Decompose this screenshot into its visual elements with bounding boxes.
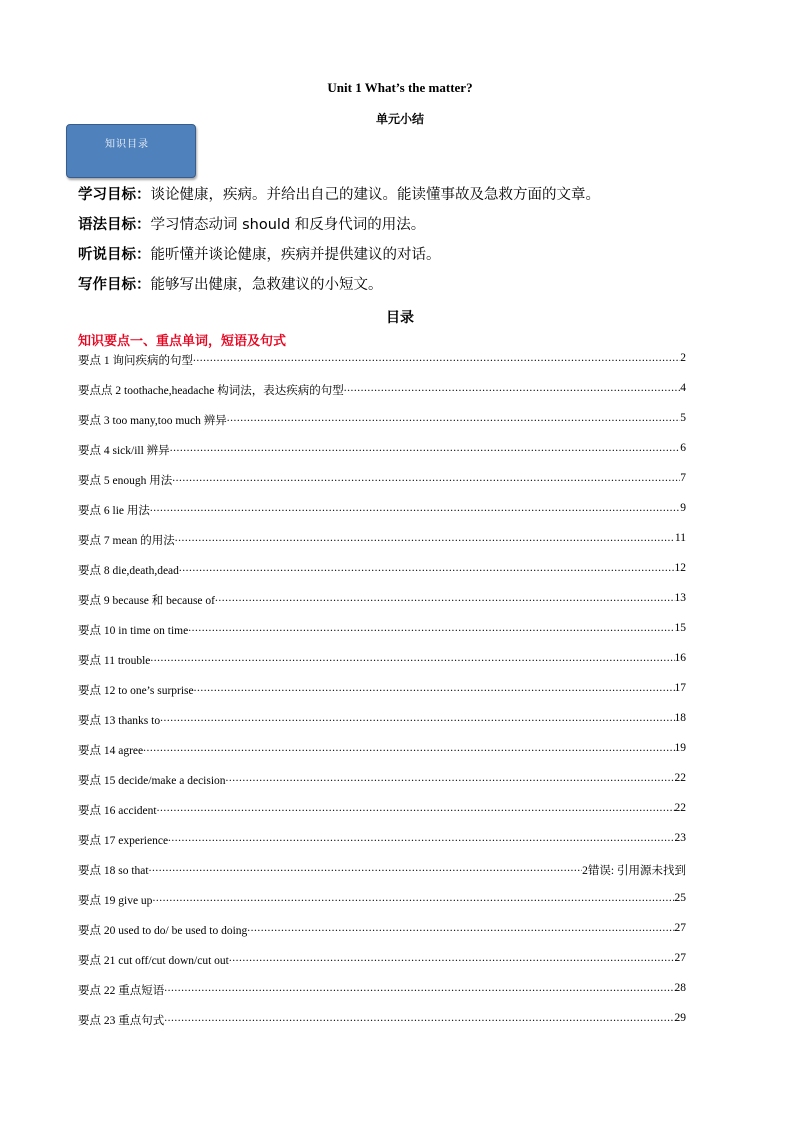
toc-item[interactable] <box>78 382 686 412</box>
toc-item-page: 15 <box>674 622 686 634</box>
toc-item-title: 要点 19 give up <box>78 895 153 907</box>
toc-item-page: 22 <box>674 772 686 784</box>
toc-item-page: 23 <box>674 832 686 844</box>
toc-leader-dots <box>160 712 674 724</box>
toc-item-title: 要点 20 used to do/ be used to doing <box>78 925 248 937</box>
goal-text: 谈论健康，疾病。并给出自己的建议。能读懂事故及急救方面的文章。 <box>150 187 600 203</box>
toc-item-title: 要点 12 to one’s surprise <box>78 685 194 697</box>
toc-item-page: 7 <box>680 472 686 484</box>
toc-item-title: 要点 9 because 和 because of <box>78 595 215 607</box>
toc-item-page: 19 <box>674 742 686 754</box>
toc-item-page: 22 <box>674 802 686 814</box>
toc-leader-dots <box>215 592 675 604</box>
toc-item-page: 2错误: 引用源未找到 <box>582 865 686 877</box>
toc-leader-dots <box>150 652 674 664</box>
toc-leader-dots <box>168 832 674 844</box>
knowledge-catalog-box <box>66 124 196 178</box>
toc-item-title: 要点 22 重点短语 <box>78 985 165 997</box>
toc-item-page: 4 <box>680 382 686 394</box>
toc-leader-dots <box>247 922 674 934</box>
toc-item-page: 17 <box>674 682 686 694</box>
toc-item-title: 要点 17 experience <box>78 835 169 847</box>
toc-item-page: 13 <box>674 592 686 604</box>
toc-item-page: 27 <box>674 952 686 964</box>
toc-leader-dots <box>152 892 674 904</box>
toc-item[interactable] <box>78 922 686 952</box>
toc-item-title: 要点 14 agree <box>78 745 144 757</box>
toc-item-title: 要点 15 decide/make a decision <box>78 775 226 787</box>
toc-item-page: 29 <box>674 1012 686 1024</box>
learning-goals <box>78 180 738 300</box>
page-subtitle: 单元小结 <box>375 112 424 126</box>
toc-leader-dots <box>170 442 681 454</box>
toc-item[interactable] <box>78 592 686 622</box>
toc-item-title: 要点 8 die,death,dead <box>78 565 179 577</box>
toc-leader-dots <box>175 532 675 544</box>
toc-leader-dots <box>194 682 675 694</box>
toc-item[interactable] <box>78 1012 686 1042</box>
toc-heading: 目录 <box>386 310 414 326</box>
toc-item[interactable] <box>78 832 686 862</box>
toc-item-page: 9 <box>680 502 686 514</box>
toc-item-page: 25 <box>674 892 686 904</box>
toc-item-page: 12 <box>674 562 686 574</box>
toc-leader-dots <box>150 502 680 514</box>
toc-item-page: 28 <box>674 982 686 994</box>
toc-item[interactable] <box>78 622 686 652</box>
toc-item[interactable] <box>78 802 686 832</box>
goal-label: 写作目标： <box>78 277 151 293</box>
goal-listening <box>78 240 738 270</box>
toc-item-title: 要点点 2 toothache,headache 构词法，表达疾病的句型 <box>78 385 344 397</box>
toc-item-title: 要点 11 trouble <box>78 655 151 667</box>
toc-item-title: 要点 23 重点句式 <box>78 1015 165 1027</box>
toc-leader-dots <box>188 622 674 634</box>
goal-study <box>78 180 738 210</box>
toc-item[interactable] <box>78 712 686 742</box>
toc-leader-dots <box>143 742 674 754</box>
toc-leader-dots <box>344 382 681 394</box>
toc-leader-dots <box>179 562 675 574</box>
toc-item-title: 要点 6 lie 用法 <box>78 505 150 517</box>
toc-item-title: 要点 7 mean 的用法 <box>78 535 175 547</box>
toc-item[interactable] <box>78 442 686 472</box>
knowledge-catalog-label: 知识目录 <box>105 139 149 150</box>
toc-leader-dots <box>227 412 681 424</box>
goal-text: 学习情态动词 should 和反身代词的用法。 <box>150 217 426 233</box>
toc-item[interactable] <box>78 352 686 382</box>
goal-writing <box>78 270 738 300</box>
toc-item-title: 要点 5 enough 用法 <box>78 475 173 487</box>
toc-leader-dots <box>164 1012 674 1024</box>
toc-item-title: 要点 10 in time on time <box>78 625 189 637</box>
toc-item[interactable] <box>78 742 686 772</box>
toc-item-page: 16 <box>674 652 686 664</box>
toc-item-page: 5 <box>680 412 686 424</box>
toc-leader-dots <box>226 772 675 784</box>
toc-leader-dots <box>164 982 674 994</box>
toc-leader-dots <box>193 352 680 364</box>
toc-item-title: 要点 1 询问疾病的句型 <box>78 355 193 367</box>
toc-leader-dots <box>157 802 675 814</box>
toc-item[interactable] <box>78 862 686 892</box>
goal-text: 能够写出健康，急救建议的小短文。 <box>150 277 383 293</box>
goal-text: 能听懂并谈论健康，疾病并提供建议的对话。 <box>150 247 441 263</box>
toc-leader-dots <box>149 862 583 874</box>
toc-item-title: 要点 3 too many,too much 辨异 <box>78 415 227 427</box>
toc-leader-dots <box>229 952 675 964</box>
toc-item-page: 2 <box>680 352 686 364</box>
toc-leader-dots <box>172 472 680 484</box>
section-heading: 知识要点一、重点单词，短语及句式 <box>78 334 287 349</box>
toc-item[interactable] <box>78 412 686 442</box>
toc-item[interactable] <box>78 892 686 922</box>
toc-item[interactable] <box>78 472 686 502</box>
toc-item[interactable] <box>78 772 686 802</box>
toc-item-page: 18 <box>674 712 686 724</box>
toc-item-page: 6 <box>680 442 686 454</box>
toc-item-page: 27 <box>674 922 686 934</box>
toc-item[interactable] <box>78 562 686 592</box>
toc-item[interactable] <box>78 982 686 1012</box>
toc-item[interactable] <box>78 952 686 982</box>
toc-item-page: 11 <box>674 532 686 544</box>
goal-label: 学习目标： <box>78 187 151 203</box>
toc-item-title: 要点 18 so that <box>78 865 149 877</box>
toc-list <box>78 352 686 1042</box>
toc-item[interactable] <box>78 652 686 682</box>
toc-item-title: 要点 13 thanks to <box>78 715 161 727</box>
toc-item-title: 要点 21 cut off/cut down/cut out <box>78 955 229 967</box>
toc-item[interactable] <box>78 682 686 712</box>
goal-grammar <box>78 210 738 240</box>
toc-item[interactable] <box>78 532 686 562</box>
toc-item[interactable] <box>78 502 686 532</box>
goal-label: 语法目标： <box>78 217 151 233</box>
toc-item-title: 要点 16 accident <box>78 805 157 817</box>
goal-label: 听说目标： <box>78 247 151 263</box>
page-title: Unit 1 What’s the matter? <box>327 80 473 95</box>
toc-item-title: 要点 4 sick/ill 辨异 <box>78 445 170 457</box>
